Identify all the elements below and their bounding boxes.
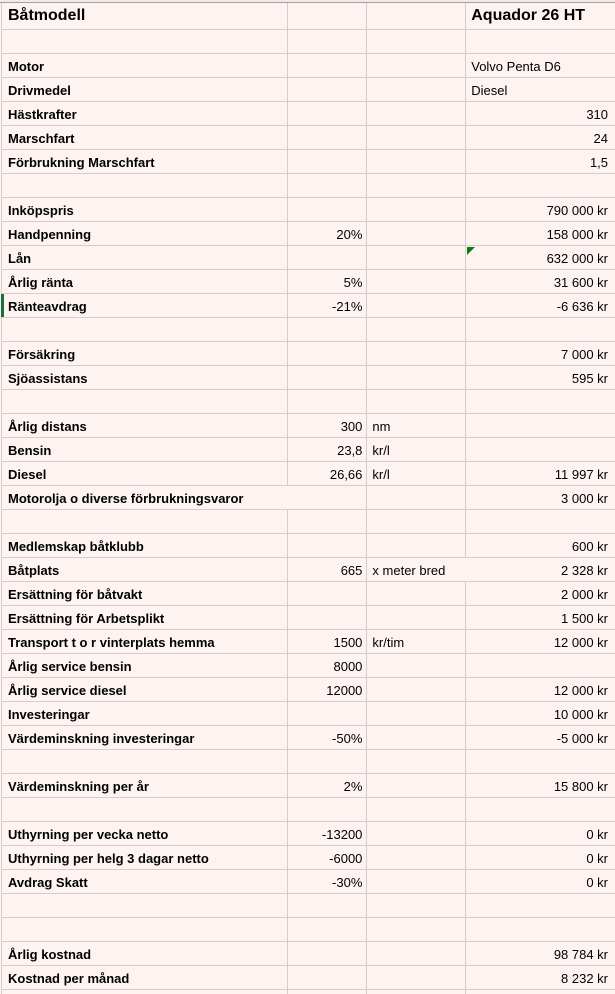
sheet-row	[1, 798, 615, 822]
value-cell[interactable]: -30%	[288, 870, 368, 893]
label-cell[interactable]	[2, 510, 288, 533]
label-cell[interactable]: Sjöassistans	[2, 366, 288, 389]
label-cell[interactable]: Inköpspris	[2, 198, 288, 221]
amount-cell[interactable]: -6 636 kr	[556, 299, 609, 314]
amount-cell[interactable]: 632 000 kr	[466, 246, 615, 269]
sheet-row	[1, 510, 615, 534]
amount-cell[interactable]: -5 000 kr	[556, 731, 609, 746]
sheet-row	[1, 270, 615, 294]
sheet-row	[1, 462, 615, 486]
value-cell[interactable]	[288, 750, 368, 773]
unit-cell[interactable]	[367, 342, 466, 365]
unit-cell[interactable]	[367, 750, 466, 773]
label-cell[interactable]	[2, 390, 288, 413]
sheet-row	[1, 3, 615, 30]
value-cell[interactable]: 665	[288, 558, 368, 581]
amount-cell[interactable]: 600 kr	[571, 539, 609, 554]
amount-cell[interactable]	[466, 390, 615, 413]
amount-cell[interactable]	[466, 750, 615, 773]
value-cell[interactable]: 2%	[288, 774, 368, 797]
label-cell[interactable]: Årlig service diesel	[2, 678, 288, 701]
value-cell[interactable]: 26,66	[288, 462, 368, 485]
amount-cell[interactable]: 98 784 kr	[553, 947, 609, 962]
unit-cell[interactable]	[367, 918, 466, 941]
value-cell[interactable]	[288, 606, 368, 629]
sheet-row	[1, 342, 615, 366]
sheet-row	[1, 222, 615, 246]
sheet-row	[1, 630, 615, 654]
unit-cell[interactable]	[367, 222, 466, 245]
sheet-row	[1, 366, 615, 390]
unit-cell[interactable]	[367, 990, 466, 994]
unit-cell[interactable]	[367, 30, 466, 53]
amount-cell[interactable]	[466, 990, 615, 994]
label-cell[interactable]: Uthyrning per vecka netto	[2, 822, 288, 845]
label-cell[interactable]: Värdeminskning per år	[2, 774, 288, 797]
sheet-row	[1, 582, 615, 606]
sheet-row	[1, 534, 615, 558]
label-cell[interactable]: Investeringar	[2, 702, 288, 725]
amount-cell[interactable]: 595 kr	[571, 371, 609, 386]
value-cell[interactable]	[288, 702, 368, 725]
value-cell[interactable]	[288, 342, 368, 365]
amount-cell[interactable]	[466, 174, 615, 197]
value-cell[interactable]	[288, 918, 368, 941]
unit-cell[interactable]	[367, 678, 466, 701]
sheet-row	[1, 894, 615, 918]
unit-cell[interactable]	[367, 366, 466, 389]
label-cell[interactable]: Avdrag Skatt	[2, 870, 288, 893]
amount-cell[interactable]: 3 000 kr	[561, 491, 608, 506]
unit-cell[interactable]	[367, 102, 466, 125]
sheet-row	[1, 150, 615, 174]
unit-cell[interactable]	[367, 534, 466, 557]
amount-cell[interactable]: 1,5	[589, 155, 609, 170]
sheet-row	[1, 774, 615, 798]
sheet-row	[1, 246, 615, 270]
sheet-row	[1, 414, 615, 438]
amount-cell[interactable]: 12 000 kr	[553, 683, 609, 698]
value-cell[interactable]	[288, 966, 368, 989]
unit-cell[interactable]	[367, 654, 466, 677]
unit-cell[interactable]	[367, 582, 466, 605]
value-cell[interactable]: 8000	[288, 654, 368, 677]
amount-cell[interactable]	[466, 414, 615, 437]
amount-cell[interactable]	[466, 510, 615, 533]
label-cell[interactable]: Lån	[2, 246, 288, 269]
unit-cell[interactable]	[367, 294, 466, 317]
sheet-row	[1, 702, 615, 726]
amount-cell[interactable]: 7 000 kr	[561, 347, 609, 362]
unit-cell[interactable]	[367, 174, 466, 197]
unit-cell[interactable]	[367, 894, 466, 917]
label-cell[interactable]	[2, 918, 288, 941]
unit-cell[interactable]: kr/tim	[367, 630, 466, 653]
sheet-row	[1, 126, 615, 150]
amount-cell[interactable]: 12 000 kr	[553, 635, 609, 650]
label-cell[interactable]: Försäkring	[2, 342, 288, 365]
amount-cell[interactable]: 310	[586, 107, 609, 122]
label-cell[interactable]: Diesel	[2, 462, 288, 485]
amount-cell[interactable]	[466, 798, 615, 821]
sheet-row	[1, 966, 615, 990]
sheet-row	[1, 918, 615, 942]
label-cell[interactable]: Transport t o r vinterplats hemma	[2, 630, 288, 653]
label-cell[interactable]: Motor	[2, 54, 288, 77]
label-cell[interactable]: Kostnad per månad	[2, 966, 288, 989]
value-cell[interactable]	[288, 150, 368, 173]
value-cell[interactable]: 23,8	[288, 438, 368, 461]
amount-cell[interactable]: 790 000 kr	[546, 203, 609, 218]
amount-cell[interactable]: 11 997 kr	[554, 467, 609, 482]
label-cell[interactable]: Drivmedel	[2, 78, 288, 101]
label-cell[interactable]: Bensin	[2, 438, 288, 461]
sheet-row	[1, 654, 615, 678]
value-cell[interactable]	[288, 390, 368, 413]
value-cell[interactable]: 12000	[288, 678, 368, 701]
formula-error-indicator-icon	[467, 247, 475, 255]
unit-cell[interactable]	[367, 822, 466, 845]
unit-cell[interactable]	[367, 150, 466, 173]
label-cell[interactable]	[2, 30, 288, 53]
unit-cell[interactable]: nm	[367, 414, 466, 437]
unit-cell[interactable]	[367, 774, 466, 797]
unit-cell[interactable]	[367, 942, 466, 965]
label-cell[interactable]: Hästkrafter	[2, 102, 288, 125]
sheet-row	[1, 846, 615, 870]
value-cell[interactable]	[288, 174, 368, 197]
sheet-row	[1, 750, 615, 774]
value-cell[interactable]	[288, 30, 368, 53]
sheet-row	[1, 30, 615, 54]
sheet-row	[1, 990, 615, 994]
value-cell[interactable]	[288, 78, 368, 101]
amount-cell[interactable]: 2 000 kr	[561, 587, 609, 602]
unit-cell[interactable]	[367, 966, 466, 989]
value-cell[interactable]: -6000	[288, 846, 368, 869]
sheet-row	[1, 294, 615, 318]
sheet-row	[1, 102, 615, 126]
unit-cell[interactable]	[367, 126, 466, 149]
sheet-row	[1, 318, 615, 342]
value-cell[interactable]	[288, 894, 368, 917]
unit-cell[interactable]	[367, 390, 466, 413]
label-cell[interactable]: Medlemskap båtklubb	[2, 534, 288, 557]
sheet-rows-container	[0, 3, 615, 994]
unit-cell[interactable]: kr/l	[367, 438, 466, 461]
value-cell[interactable]: 5%	[288, 270, 368, 293]
unit-cell[interactable]: kr/l	[367, 462, 466, 485]
sheet-row	[1, 486, 615, 510]
unit-cell[interactable]	[367, 870, 466, 893]
amount-cell[interactable]	[466, 438, 615, 461]
amount-cell[interactable]: Volvo Penta D6	[471, 59, 561, 74]
sheet-row	[1, 558, 615, 582]
label-cell[interactable]	[2, 798, 288, 821]
value-cell[interactable]: 300	[288, 414, 368, 437]
sheet-row	[1, 438, 615, 462]
unit-cell[interactable]	[367, 318, 466, 341]
amount-cell[interactable]: Diesel	[471, 83, 508, 98]
amount-cell[interactable]: 2 328 kr	[561, 563, 609, 578]
value-cell[interactable]	[288, 102, 368, 125]
label-cell[interactable]: Uthyrning per helg 3 dagar netto	[2, 846, 288, 869]
label-cell[interactable]	[2, 894, 288, 917]
unit-cell[interactable]	[367, 798, 466, 821]
sheet-row	[1, 390, 615, 414]
amount-cell[interactable]	[466, 918, 615, 941]
unit-cell[interactable]	[367, 510, 466, 533]
amount-cell[interactable]: 31 600 kr	[553, 275, 609, 290]
amount-cell[interactable]: 0 kr	[586, 827, 609, 842]
value-cell[interactable]: -13200	[288, 822, 368, 845]
label-cell[interactable]: Förbrukning Marschfart	[2, 150, 288, 173]
label-cell[interactable]: Ersättning för Arbetsplikt	[2, 606, 288, 629]
unit-cell[interactable]	[367, 486, 466, 509]
value-cell[interactable]	[288, 3, 368, 29]
amount-cell[interactable]: 10 000 kr	[553, 707, 609, 722]
sheet-row	[1, 606, 615, 630]
label-cell[interactable]: Båtmodell	[2, 3, 288, 29]
label-cell[interactable]: Årlig ränta	[2, 270, 288, 293]
value-cell[interactable]	[288, 510, 368, 533]
sheet-row	[1, 78, 615, 102]
sheet-row	[1, 822, 615, 846]
amount-cell[interactable]	[466, 894, 615, 917]
value-cell[interactable]	[288, 534, 368, 557]
unit-cell[interactable]	[367, 606, 466, 629]
amount-cell[interactable]	[466, 318, 615, 341]
sheet-row	[1, 678, 615, 702]
sheet-row	[1, 870, 615, 894]
value-cell[interactable]	[288, 798, 368, 821]
value-cell[interactable]: -50%	[288, 726, 368, 749]
label-cell[interactable]: Värdeminskning investeringar	[2, 726, 288, 749]
label-cell[interactable]: Ersättning för båtvakt	[2, 582, 288, 605]
label-cell[interactable]: Årlig distans	[2, 414, 288, 437]
sheet-row	[1, 726, 615, 750]
unit-cell[interactable]	[367, 54, 466, 77]
value-cell[interactable]	[288, 366, 368, 389]
label-cell[interactable]	[2, 750, 288, 773]
label-cell[interactable]	[2, 990, 288, 994]
label-cell[interactable]: Båtplats	[2, 558, 288, 581]
unit-cell[interactable]	[367, 702, 466, 725]
value-cell[interactable]	[288, 942, 368, 965]
sheet-row	[1, 54, 615, 78]
unit-cell[interactable]	[367, 846, 466, 869]
amount-cell[interactable]: 0 kr	[586, 875, 609, 890]
label-cell[interactable]: Motorolja o diverse förbrukningsvaror	[2, 486, 367, 509]
value-cell[interactable]: -21%	[288, 294, 368, 317]
label-cell[interactable]: Handpenning	[2, 222, 288, 245]
amount-cell[interactable]: 15 800 kr	[553, 779, 609, 794]
sheet-row	[1, 198, 615, 222]
sheet-row	[1, 174, 615, 198]
value-cell[interactable]	[288, 198, 368, 221]
unit-cell[interactable]	[367, 246, 466, 269]
label-cell[interactable]	[2, 318, 288, 341]
unit-cell[interactable]	[367, 198, 466, 221]
amount-cell[interactable]	[466, 30, 615, 53]
value-cell[interactable]	[288, 246, 368, 269]
sheet-row	[1, 942, 615, 966]
value-cell[interactable]: 20%	[288, 222, 368, 245]
label-cell[interactable]: Årlig service bensin	[2, 654, 288, 677]
amount-cell[interactable]: Aquador 26 HT	[471, 7, 586, 24]
unit-cell[interactable]	[367, 270, 466, 293]
unit-cell[interactable]: x meter bred	[372, 563, 446, 578]
value-cell[interactable]	[288, 126, 368, 149]
unit-cell[interactable]	[367, 3, 466, 29]
amount-cell[interactable]: 1 500 kr	[561, 611, 609, 626]
value-cell[interactable]	[288, 990, 368, 994]
unit-cell[interactable]	[367, 726, 466, 749]
amount-cell[interactable]: 24	[593, 131, 609, 146]
amount-cell[interactable]: 0 kr	[586, 851, 609, 866]
label-cell[interactable]: Ränteavdrag	[2, 294, 288, 317]
label-cell[interactable]: Marschfart	[2, 126, 288, 149]
value-cell[interactable]: 1500	[288, 630, 368, 653]
amount-cell[interactable]: 8 232 kr	[561, 971, 609, 986]
value-cell[interactable]	[288, 318, 368, 341]
unit-cell[interactable]	[367, 78, 466, 101]
label-cell[interactable]: Årlig kostnad	[2, 942, 288, 965]
value-cell[interactable]	[288, 582, 368, 605]
amount-cell[interactable]: 158 000 kr	[546, 227, 609, 242]
label-cell[interactable]	[2, 174, 288, 197]
amount-cell[interactable]	[466, 654, 615, 677]
value-cell[interactable]	[288, 54, 368, 77]
